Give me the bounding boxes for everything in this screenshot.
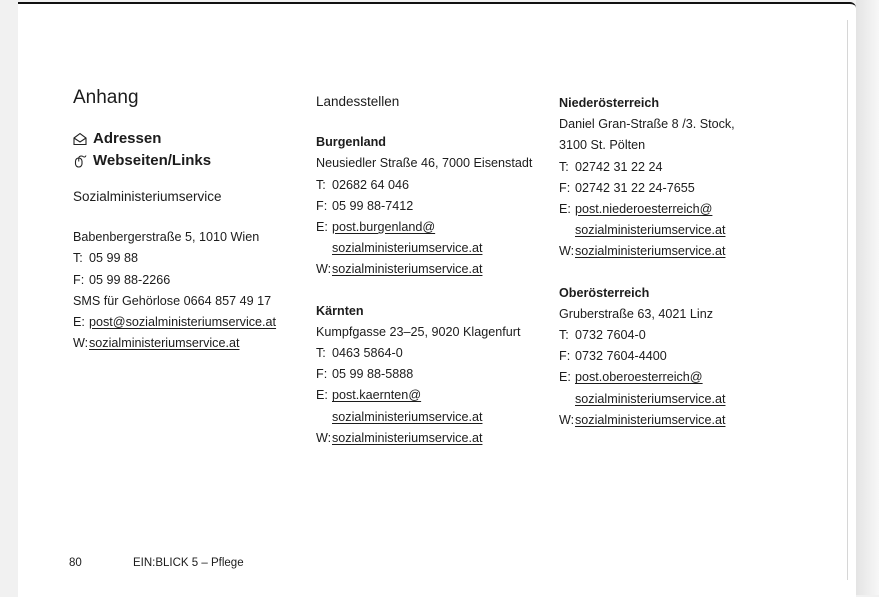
- organization-name: Sozialministeriumservice: [73, 189, 222, 204]
- burgenland-email-row-2: [316, 238, 532, 259]
- column-general: [73, 84, 276, 354]
- central-fax: 05 99 88-2266: [89, 272, 171, 287]
- region-burgenland-title: Burgenland: [316, 135, 386, 150]
- fax-label: F:: [559, 349, 571, 364]
- niederoesterreich-fax: 02742 31 22 24-7655: [575, 180, 695, 195]
- kaernten-web-row: [316, 428, 532, 449]
- niederoesterreich-phone: 02742 31 22 24: [575, 159, 663, 174]
- nav-adressen-label: Adressen: [93, 130, 162, 147]
- kaernten-phone-row: [316, 343, 532, 364]
- kaernten-address: Kumpfgasse 23–25, 9020 Klagenfurt: [316, 324, 521, 339]
- region-niederoesterreich-title: Niederösterreich: [559, 96, 660, 110]
- central-email-link[interactable]: post@sozialministeriumservice.at: [89, 315, 277, 330]
- burgenland-fax-row: [316, 196, 532, 217]
- central-fax-row: [73, 270, 276, 291]
- nav-adressen[interactable]: [73, 128, 276, 150]
- central-address: Babenbergerstraße 5, 1010 Wien: [73, 230, 260, 245]
- oberoesterreich-email-link-cont[interactable]: sozialministeriumservice.at: [575, 391, 726, 406]
- burgenland-email-link[interactable]: post.burgenland@: [332, 220, 436, 235]
- central-email-row: [73, 312, 276, 333]
- niederoesterreich-email-row: [559, 199, 735, 220]
- niederoesterreich-address-2: 3100 St. Pölten: [559, 138, 646, 153]
- fax-label: F:: [316, 198, 328, 213]
- kaernten-email-link-cont[interactable]: sozialministeriumservice.at: [332, 409, 483, 424]
- kaernten-phone: 0463 5864-0: [332, 346, 403, 361]
- nav-webseiten-label: Webseiten/Links: [93, 152, 212, 169]
- email-label: E:: [559, 202, 571, 217]
- burgenland-email-row: [316, 217, 532, 238]
- nav-webseiten[interactable]: [73, 150, 276, 172]
- landesstellen-heading: Landesstellen: [316, 94, 400, 109]
- phone-label: T:: [73, 251, 83, 266]
- burgenland-phone-row: [316, 175, 532, 196]
- phone-label: T:: [316, 346, 326, 361]
- oberoesterreich-email-row-2: [559, 389, 735, 410]
- kaernten-email-row: [316, 385, 532, 406]
- oberoesterreich-web-link[interactable]: sozialministeriumservice.at: [575, 412, 726, 427]
- niederoesterreich-email-row-2: [559, 220, 735, 241]
- oberoesterreich-email-link[interactable]: post.oberoesterreich@: [575, 370, 703, 385]
- fax-label: F:: [73, 272, 85, 287]
- web-label: W:: [559, 412, 575, 427]
- niederoesterreich-web-row: [559, 241, 735, 262]
- central-web-row: [73, 333, 276, 354]
- region-oberoesterreich-title: Oberösterreich: [559, 285, 650, 300]
- niederoesterreich-address-1: Daniel Gran-Straße 8 /3. Stock,: [559, 117, 735, 132]
- kaernten-fax: 05 99 88-5888: [332, 367, 414, 382]
- web-label: W:: [316, 262, 332, 277]
- phone-label: T:: [559, 328, 569, 343]
- envelope-icon: [73, 132, 87, 146]
- email-label: E:: [559, 370, 571, 385]
- phone-label: T:: [316, 177, 326, 192]
- page-title: Anhang: [73, 87, 139, 108]
- burgenland-address: Neusiedler Straße 46, 7000 Eisenstadt: [316, 156, 533, 171]
- oberoesterreich-phone: 0732 7604-0: [575, 328, 646, 343]
- column-landesstellen-1: [316, 91, 532, 449]
- burgenland-fax: 05 99 88-7412: [332, 198, 414, 213]
- central-web-link[interactable]: sozialministeriumservice.at: [89, 336, 240, 351]
- web-label: W:: [73, 336, 89, 351]
- niederoesterreich-email-link-cont[interactable]: sozialministeriumservice.at: [575, 223, 726, 238]
- web-label: W:: [316, 430, 332, 445]
- fax-label: F:: [559, 180, 571, 195]
- burgenland-web-link[interactable]: sozialministeriumservice.at: [332, 262, 483, 277]
- column-landesstellen-2: [559, 93, 735, 431]
- email-label: E:: [316, 388, 328, 403]
- kaernten-fax-row: [316, 364, 532, 385]
- mouse-icon: [73, 154, 87, 168]
- email-label: E:: [73, 315, 85, 330]
- niederoesterreich-phone-row: [559, 157, 735, 178]
- oberoesterreich-web-row: [559, 410, 735, 431]
- niederoesterreich-email-link[interactable]: post.niederoesterreich@: [575, 202, 713, 217]
- central-phone-row: [73, 248, 276, 269]
- oberoesterreich-email-row: [559, 367, 735, 388]
- burgenland-email-link-cont[interactable]: sozialministeriumservice.at: [332, 241, 483, 256]
- publication-title: EIN:BLICK 5 – Pflege: [133, 557, 244, 569]
- page-number: 80: [69, 557, 82, 569]
- email-label: E:: [316, 220, 328, 235]
- oberoesterreich-phone-row: [559, 325, 735, 346]
- central-sms: SMS für Gehörlose 0664 857 49 17: [73, 293, 272, 308]
- burgenland-web-row: [316, 259, 532, 280]
- web-label: W:: [559, 244, 575, 259]
- kaernten-email-link[interactable]: post.kaernten@: [332, 388, 422, 403]
- niederoesterreich-fax-row: [559, 178, 735, 199]
- oberoesterreich-address: Gruberstraße 63, 4021 Linz: [559, 306, 714, 321]
- niederoesterreich-web-link[interactable]: sozialministeriumservice.at: [575, 244, 726, 259]
- page-edge-line: [847, 20, 848, 580]
- kaernten-email-row-2: [316, 407, 532, 428]
- oberoesterreich-fax: 0732 7604-4400: [575, 349, 667, 364]
- region-kaernten-title: Kärnten: [316, 303, 364, 318]
- phone-label: T:: [559, 159, 569, 174]
- oberoesterreich-fax-row: [559, 346, 735, 367]
- fax-label: F:: [316, 367, 328, 382]
- kaernten-web-link[interactable]: sozialministeriumservice.at: [332, 430, 483, 445]
- burgenland-phone: 02682 64 046: [332, 177, 410, 192]
- central-phone: 05 99 88: [89, 251, 139, 266]
- page-edge-shadow: [856, 0, 879, 595]
